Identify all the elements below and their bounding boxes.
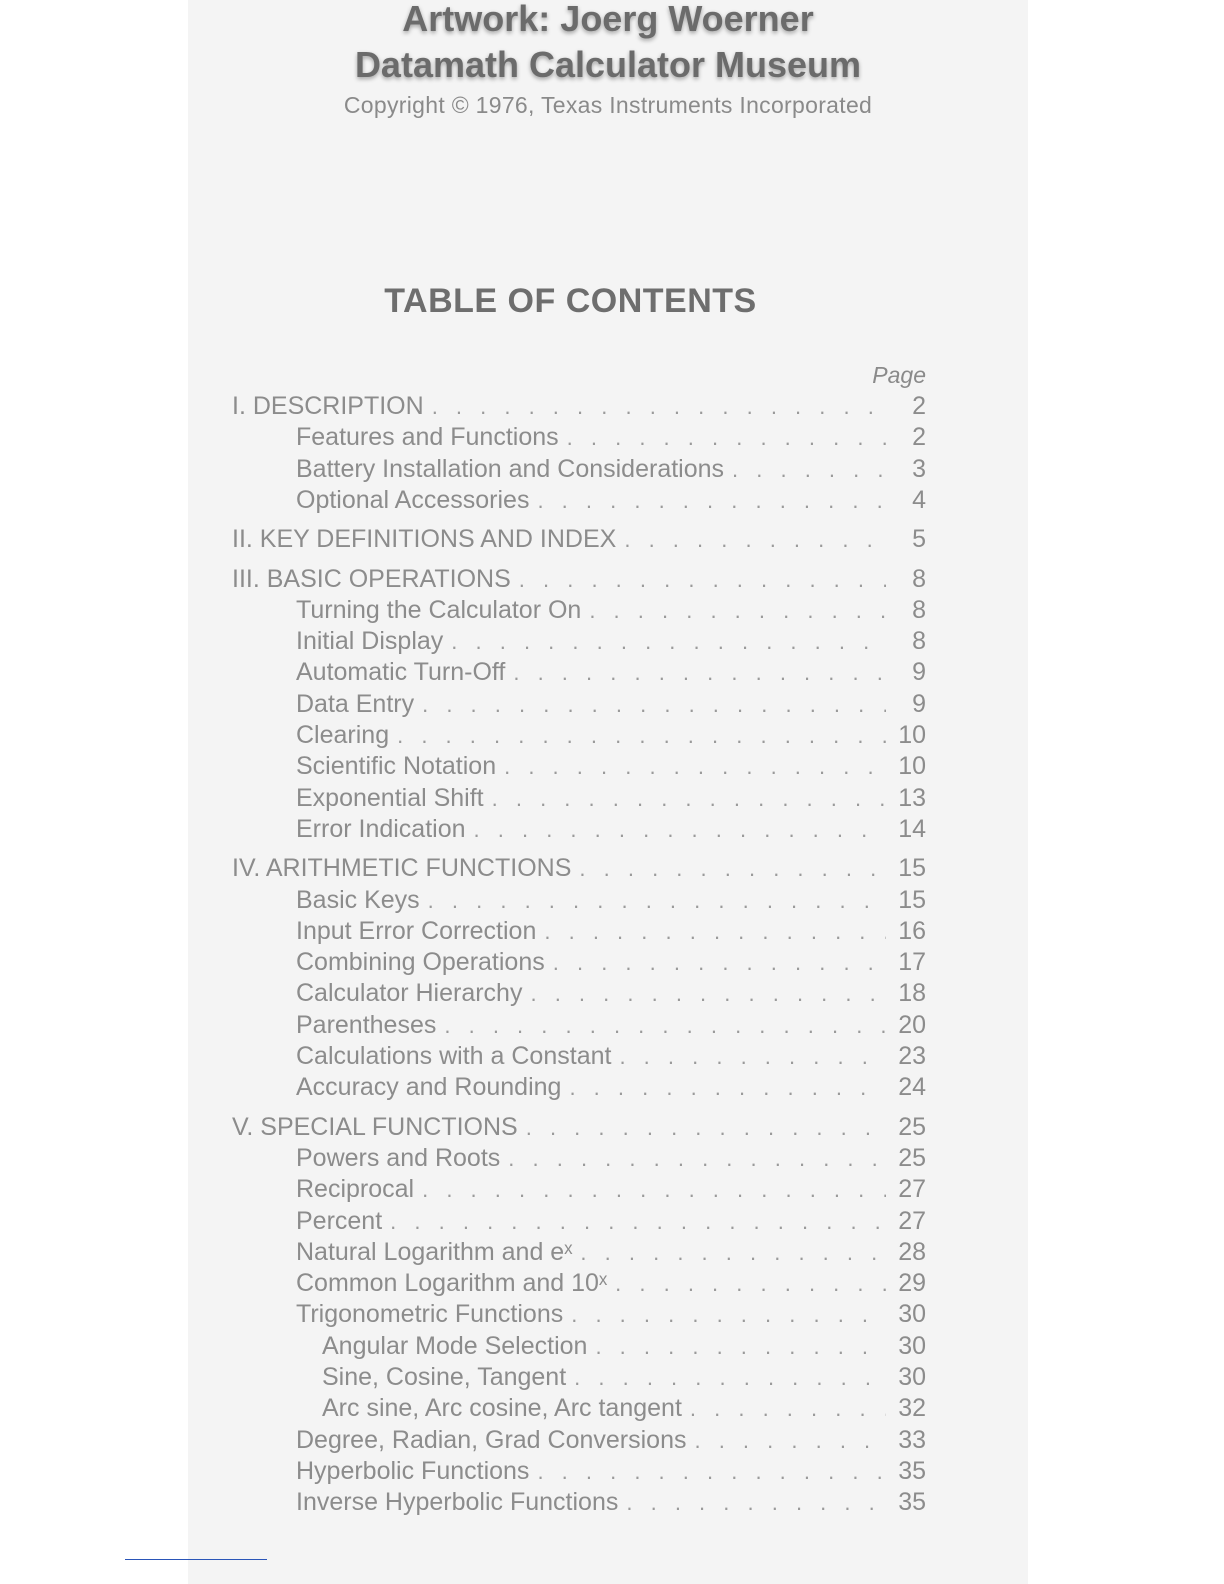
toc-entry [296, 486, 926, 516]
toc-entry [322, 1332, 926, 1362]
toc-entry-label: Angular Mode Selection [322, 1331, 588, 1360]
toc-entry-page: 20 [898, 1010, 926, 1039]
dot-leader [444, 1013, 886, 1039]
dot-leader [595, 1334, 886, 1360]
toc-entry-label: Reciprocal [296, 1175, 415, 1204]
toc-entry [296, 784, 926, 814]
toc-entry-page: 10 [898, 721, 926, 749]
page-edge-line [125, 1559, 267, 1560]
toc-entry-page: 27 [898, 1175, 926, 1204]
toc-entry-label: Basic Keys [296, 885, 420, 914]
toc-entry-label: Parentheses [296, 1010, 437, 1039]
toc-entry-label: Automatic Turn-Off [296, 658, 506, 687]
dot-leader [530, 981, 886, 1007]
toc-entry-label: Arc sine, Arc cosine, Arc tangent [322, 1394, 682, 1423]
toc-entry-label: Data Entry [296, 689, 415, 718]
toc-entry-page: 8 [912, 595, 926, 624]
toc-entry-label: Trigonometric Functions [296, 1300, 564, 1329]
dot-leader [537, 1459, 886, 1485]
artwork-credit: Artwork: Joerg Woerner [402, 0, 814, 39]
toc-entry-page: 32 [898, 1394, 926, 1423]
dot-leader [526, 1115, 886, 1141]
toc-entry-label: Common Logarithm and 10ˣ [296, 1269, 608, 1298]
dot-leader [615, 1271, 886, 1297]
dot-leader [513, 660, 886, 686]
toc-entry [296, 721, 926, 751]
dot-leader [567, 425, 886, 451]
dot-leader [492, 786, 886, 812]
dot-leader [732, 457, 886, 483]
toc-entry [296, 886, 926, 916]
toc-entry-label: IV. ARITHMETIC FUNCTIONS [232, 854, 572, 883]
dot-leader [451, 629, 886, 655]
toc-entry-page: 30 [898, 1331, 926, 1360]
toc-entry [296, 423, 926, 453]
dot-leader [624, 527, 886, 553]
toc-entry [296, 1457, 926, 1487]
toc-entry-label: Degree, Radian, Grad Conversions [296, 1425, 687, 1454]
toc-entry-label: III. BASIC OPERATIONS [232, 564, 511, 593]
toc-entry-page: 23 [898, 1042, 926, 1070]
dot-leader [422, 692, 886, 718]
toc-entry [232, 525, 926, 555]
dot-leader [422, 1177, 886, 1203]
toc-entry-page: 25 [898, 1143, 926, 1172]
toc-entry-label: Optional Accessories [296, 485, 530, 514]
dot-leader [571, 1302, 886, 1328]
toc-entry [296, 596, 926, 626]
toc-entry-label: Hyperbolic Functions [296, 1456, 530, 1485]
dot-leader [504, 754, 886, 780]
toc-entry-label: V. SPECIAL FUNCTIONS [232, 1112, 518, 1141]
toc-entry [296, 948, 926, 978]
toc-entry-label: Percent [296, 1206, 383, 1235]
toc-entry [296, 815, 926, 845]
toc-entry-page: 28 [898, 1237, 926, 1266]
toc-entry-label: II. KEY DEFINITIONS AND INDEX [232, 525, 617, 554]
toc-entry-page: 16 [898, 916, 926, 945]
dot-leader [432, 394, 886, 420]
dot-leader [397, 723, 886, 749]
toc-entry [296, 455, 926, 485]
toc-entry [296, 1300, 926, 1330]
dot-leader [579, 856, 886, 882]
toc-entry-page: 30 [898, 1363, 926, 1391]
toc-entry-page: 3 [912, 454, 926, 483]
dot-leader [544, 919, 886, 945]
dot-leader [474, 817, 886, 843]
toc-entry-page: 29 [898, 1269, 926, 1298]
dot-leader [626, 1490, 886, 1516]
museum-credit: Datamath Calculator Museum [354, 44, 862, 85]
toc-entry-page: 30 [898, 1300, 926, 1329]
dot-leader [589, 598, 886, 624]
toc-entry-page: 2 [912, 423, 926, 452]
toc-entry-label: Features and Functions [296, 423, 559, 452]
toc-entry-page: 2 [912, 392, 926, 420]
toc-entry-label: Battery Installation and Considerations [296, 454, 725, 483]
toc-entry [322, 1363, 926, 1393]
toc-entry [232, 565, 926, 595]
toc-entry [296, 1042, 926, 1072]
toc-entry-page: 17 [898, 948, 926, 977]
toc-entry-page: 4 [912, 485, 926, 514]
toc-entry-page: 8 [912, 627, 926, 656]
dot-leader [553, 950, 886, 976]
toc-entry-page: 25 [898, 1112, 926, 1141]
toc-entry-page: 15 [898, 885, 926, 914]
toc-entry-label: Clearing [296, 721, 390, 749]
toc-entry [296, 1175, 926, 1205]
toc-entry [296, 627, 926, 657]
toc-entry [296, 1144, 926, 1174]
toc-entry-label: Scientific Notation [296, 752, 497, 781]
toc-entry-label: Powers and Roots [296, 1143, 501, 1172]
dot-leader [574, 1365, 886, 1391]
toc-entry-page: 24 [898, 1073, 926, 1102]
toc-entry-label: Natural Logarithm and eˣ [296, 1237, 573, 1266]
toc-entry [296, 752, 926, 782]
toc-entry-label: Initial Display [296, 627, 444, 656]
toc-entry [232, 1113, 926, 1143]
dot-leader [569, 1075, 886, 1101]
dot-leader [694, 1428, 886, 1454]
dot-leader [580, 1240, 886, 1266]
toc-entry-page: 33 [898, 1425, 926, 1454]
toc-title: TABLE OF CONTENTS [384, 282, 757, 320]
toc-entry [296, 917, 926, 947]
dot-leader [428, 888, 886, 914]
toc-entry-label: Combining Operations [296, 948, 545, 977]
dot-leader [519, 567, 886, 593]
dot-leader [690, 1396, 886, 1422]
dot-leader [619, 1044, 886, 1070]
toc-entry [296, 1011, 926, 1041]
toc-entry-label: Calculations with a Constant [296, 1042, 612, 1070]
toc-entry-label: Accuracy and Rounding [296, 1073, 562, 1102]
toc-entry-page: 27 [898, 1206, 926, 1235]
toc-entry-label: Error Indication [296, 814, 466, 843]
toc-entry [296, 690, 926, 720]
toc-entry-label: Calculator Hierarchy [296, 979, 523, 1008]
toc-entry-page: 13 [898, 783, 926, 812]
toc-entry-page: 8 [912, 564, 926, 593]
toc-entry [296, 1207, 926, 1237]
toc-entry-label: Turning the Calculator On [296, 595, 582, 624]
toc-entry [296, 1238, 926, 1268]
dot-leader [390, 1209, 886, 1235]
toc-entry-page: 35 [898, 1488, 926, 1517]
toc-entry [232, 854, 926, 884]
toc-entry [296, 1269, 926, 1299]
page-column-label: Page [872, 362, 926, 388]
toc-entry [322, 1394, 926, 1424]
toc-entry-page: 9 [912, 689, 926, 718]
toc-entry-page: 18 [898, 979, 926, 1008]
toc-entry-label: Exponential Shift [296, 783, 484, 812]
toc-entry-page: 14 [898, 814, 926, 843]
dot-leader [508, 1146, 886, 1172]
toc-entry-page: 15 [898, 854, 926, 883]
toc-entry [232, 392, 926, 422]
toc-entry [296, 1488, 926, 1518]
toc-entry-label: Inverse Hyperbolic Functions [296, 1488, 619, 1517]
toc-entry-label: Input Error Correction [296, 916, 537, 945]
toc-entry-page: 5 [912, 525, 926, 554]
toc-entry-label: I. DESCRIPTION [232, 392, 424, 420]
toc-entry-page: 35 [898, 1456, 926, 1485]
toc-entry [296, 1073, 926, 1103]
toc-entry-label: Sine, Cosine, Tangent [322, 1363, 567, 1391]
copyright-notice: Copyright © 1976, Texas Instruments Incorporated [343, 92, 873, 118]
toc-entry [296, 658, 926, 688]
toc-entry-page: 10 [898, 752, 926, 781]
toc-entry [296, 1426, 926, 1456]
toc-entry-page: 9 [912, 658, 926, 687]
toc-entry [296, 979, 926, 1009]
dot-leader [537, 488, 886, 514]
